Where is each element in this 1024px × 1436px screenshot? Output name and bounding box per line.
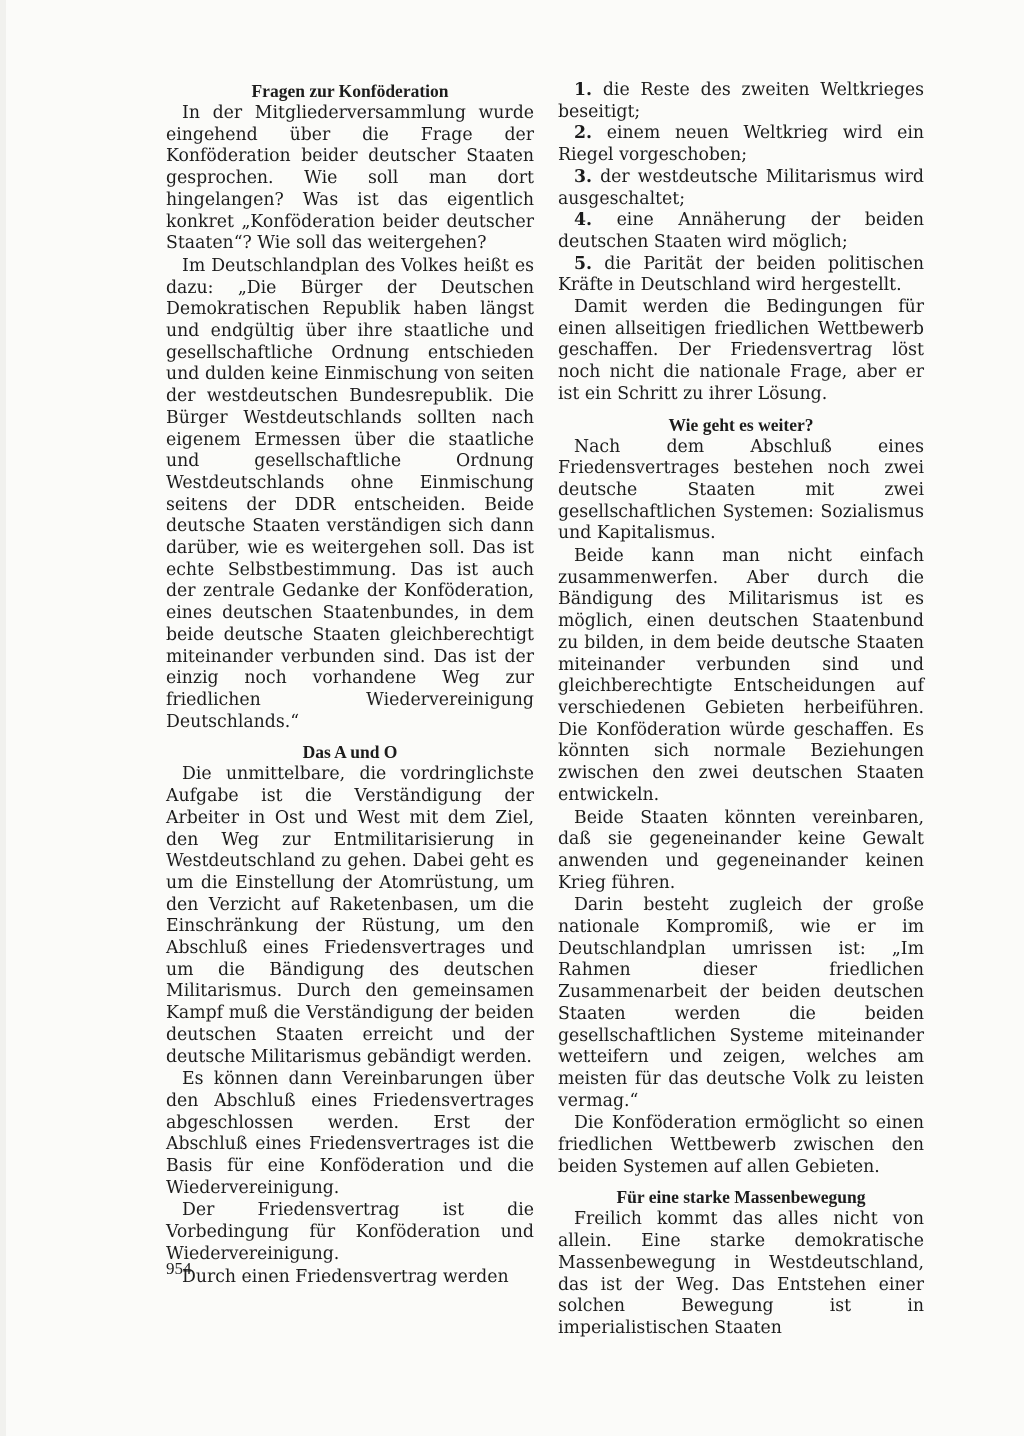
list-item <box>558 167 924 210</box>
list-item-text: einem neuen Weltkrieg wird ein Riegel vorgeschoben; <box>558 123 924 166</box>
list-item-text: der westdeutsche Militarismus wird ausgeschaltet; <box>558 166 924 209</box>
list-item-number: 1. <box>574 80 593 100</box>
list-item <box>558 80 924 123</box>
list-item <box>558 254 924 297</box>
list-item-text: die Reste des zweiten Weltkrieges beseitigt; <box>558 80 924 122</box>
paragraph: Darin besteht zugleich der große nationale Kompromiß, wie er im Deutschlandplan umrissen ist: „Im Rahmen dieser friedlichen Zusammenarbeit der beiden deutschen Staaten werden die beiden gesellschaftlichen Systeme miteinander wetteifern und zeigen, welches am meisten für das deutsche Volk zu leisten vermag.“ <box>558 895 924 1111</box>
paragraph: Nach dem Abschluß eines Friedensvertrages bestehen noch zwei deutsche Staaten mit zwei gesellschaftlichen Systemen: Sozialismus und Kapitalismus. <box>558 436 924 544</box>
right-column <box>558 80 924 1341</box>
list-item-text: die Parität der beiden politischen Kräfte in Deutschland wird hergestellt. <box>558 253 924 296</box>
paragraph: Der Friedensvertrag ist die Vorbedingung für Konföderation und Wiedervereinigung. <box>166 1200 534 1264</box>
list-item-number: 2. <box>574 123 593 144</box>
paragraph: In der Mitgliederversammlung wurde eingehend über die Frage der Konföderation beider deutscher Staaten gesprochen. Wie soll man dort hingelangen? Was ist das eigentlich konkret „Konföderation beider deutscher Staaten“? Wie soll das weitergehen? <box>166 103 534 254</box>
list-item-number: 5. <box>574 253 593 274</box>
left-column <box>166 80 534 1289</box>
list-item-number: 4. <box>574 210 593 231</box>
section-heading-wie-geht-es-weiter: Wie geht es weiter? <box>668 414 814 435</box>
list-item <box>558 123 924 166</box>
paragraph: Es können dann Vereinbarungen über den Abschluß eines Friedensvertrages abgeschlossen werden. Erst der Abschluß eines Friedensvertrages ist die Basis für eine Konföderation und die Wiedervereinigung. <box>166 1069 534 1198</box>
paragraph: Im Deutschlandplan des Volkes heißt es dazu: „Die Bürger der Deutschen Demokratischen Republik haben längst und endgültig über ihre staatliche und gesellschaftliche Ordnung entschieden und dulden keine Einmischung von seiten der westdeutschen Bundesrepublik. Die Bürger Westdeutschlands sollten nach eigenem Ermessen über die staatliche und gesellschaftliche Ordnung Westdeutschlands ohne Einmischung seitens der DDR entscheiden. Beide deutsche Staaten verständigen sich dann darüber, wie es weitergehen soll. Das ist echte Selbstbestimmung. Das ist auch der zentrale Gedanke der Konföderation, eines deutschen Staatenbundes, in dem beide deutsche Staaten gleichberechtigt miteinander verbunden sind. Das ist der einzig noch vorhandene Weg zur friedlichen Wiedervereinigung Deutschlands.“ <box>166 255 534 732</box>
paragraph: Freilich kommt das alles nicht von allein. Eine starke demokratische Massenbewegung in Westdeutschland, das ist der Weg. Das Entstehen einer solchen Bewegung ist in imperialistischen Staaten <box>558 1209 924 1338</box>
section-heading-massenbewegung: Für eine starke Massenbewegung <box>616 1187 866 1208</box>
paragraph: Die unmittelbare, die vordringlichste Aufgabe ist die Verständigung der Arbeiter in Ost und West mit dem Ziel, den Weg zur Entmilitarisierung in Westdeutschland zu gehen. Dabei geht es um die Einstellung der Atomrüstung, um den Verzicht auf Raketenbasen, um die Einschränkung der Rüstung, um den Abschluß eines Friedensvertrages und um die Bändigung des deutschen Militarismus. Durch den gemeinsamen Kampf muß die Verständigung der beiden deutschen Staaten erreicht und der deutsche Militarismus gebändigt werden. <box>166 764 534 1067</box>
page-number: 954 <box>166 1259 192 1278</box>
page-edge <box>0 0 6 1436</box>
list-item-number: 3. <box>574 166 593 187</box>
paragraph: Beide Staaten könnten vereinbaren, daß sie gegeneinander keine Gewalt anwenden und gegeneinander keinen Krieg führen. <box>558 807 924 893</box>
list-item-text: eine Annäherung der beiden deutschen Staaten wird möglich; <box>558 210 925 252</box>
section-heading-konfoederation: Fragen zur Konföderation <box>251 81 449 101</box>
paragraph: Die Konföderation ermöglicht so einen friedlichen Wettbewerb zwischen den beiden Systemen auf allen Gebieten. <box>558 1113 924 1177</box>
list-item <box>558 210 924 253</box>
paragraph: Damit werden die Bedingungen für einen allseitigen friedlichen Wettbewerb geschaffen. Der Friedensvertrag löst noch nicht die nationale Frage, aber er ist ein Schritt zu ihrer Lösung. <box>558 297 924 404</box>
paragraph: Beide kann man nicht einfach zusammenwerfen. Aber durch die Bändigung des Militarismus ist es möglich, einen deutschen Staatenbund zu bilden, in dem beide deutsche Staaten miteinander verbunden sind und gleichberechtigte Entscheidungen auf verschiedenen Gebieten herbeiführen. Die Konföderation würde geschaffen. Es könnten sich normale Beziehungen zwischen den zwei deutschen Staaten entwickeln. <box>558 546 924 805</box>
section-heading-a-und-o: Das A und O <box>302 742 398 763</box>
paragraph: Durch einen Friedensvertrag werden <box>182 1266 509 1287</box>
